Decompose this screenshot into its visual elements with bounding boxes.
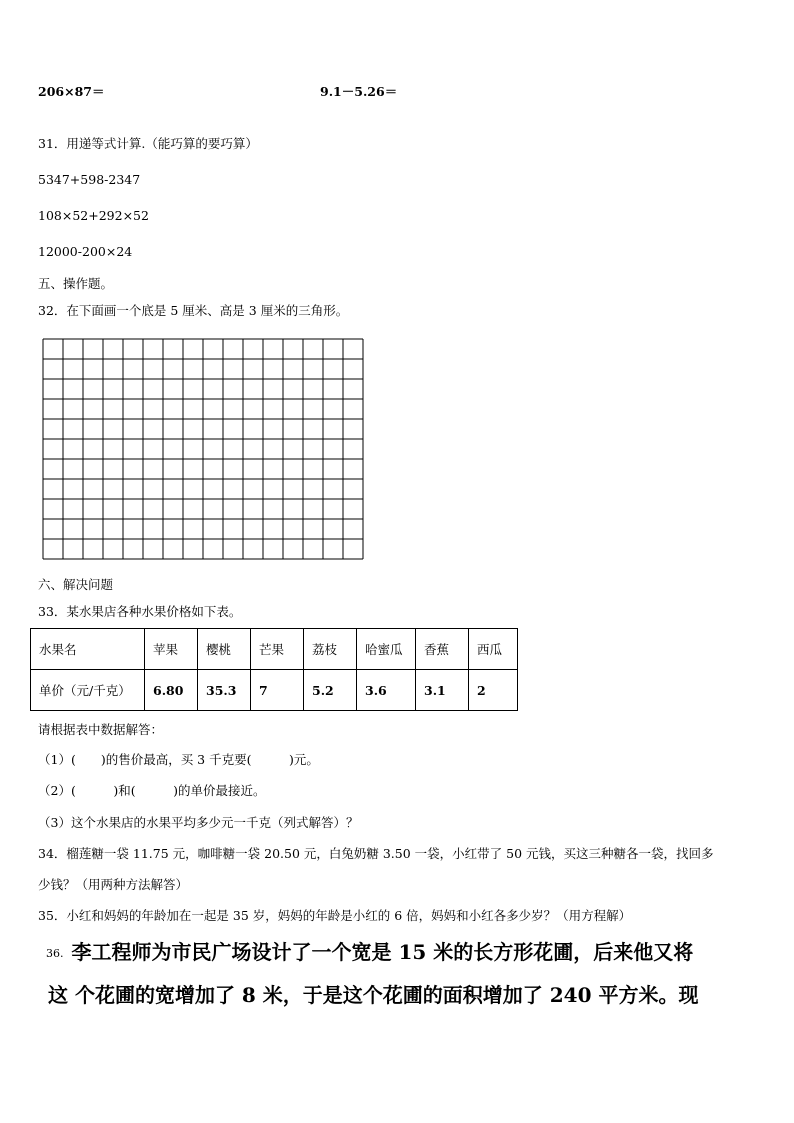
- drawing-grid[interactable]: [42, 338, 364, 560]
- q33-sub-1: （1）( )的售价最高，买 3 千克要( )元。: [38, 752, 319, 767]
- table-cell: 7: [251, 670, 304, 711]
- table-cell: 水果名: [31, 629, 145, 670]
- table-cell: 2: [469, 670, 518, 711]
- q36-line-1: [46, 940, 693, 966]
- calc-left: 206×87＝: [38, 84, 105, 99]
- q31-item-3: 12000-200×24: [38, 244, 133, 259]
- table-cell: 6.80: [145, 670, 198, 711]
- q34-line-2: 少钱？（用两种方法解答）: [38, 877, 189, 892]
- q31-title: 31．用递等式计算.（能巧算的要巧算）: [38, 136, 258, 151]
- table-cell: 3.6: [357, 670, 416, 711]
- calc-right: 9.1－5.26＝: [320, 84, 398, 99]
- table-cell: 5.2: [304, 670, 357, 711]
- table-cell: 荔枝: [304, 629, 357, 670]
- q33-prompt: 请根据表中数据解答：: [38, 722, 164, 737]
- table-cell: 樱桃: [198, 629, 251, 670]
- table-cell: 香蕉: [416, 629, 469, 670]
- q35-text: 35．小红和妈妈的年龄加在一起是 35 岁，妈妈的年龄是小红的 6 倍，妈妈和小红各多少岁？（用方程解）: [38, 908, 632, 923]
- q36-line-2: 这 个花圃的宽增加了 8 米，于是这个花圃的面积增加了 240 平方米。现: [48, 983, 699, 1007]
- table-row: [31, 670, 518, 711]
- section-6-heading: 六、解决问题: [38, 577, 114, 592]
- q31-item-1: 5347+598-2347: [38, 172, 141, 187]
- q34-line-1: 34．榴莲糖一袋 11.75 元，咖啡糖一袋 20.50 元，白兔奶糖 3.50 一袋，小红带了 50 元钱，买这三种糖各一袋，找回多: [38, 846, 714, 861]
- q32-title: 32．在下面画一个底是 5 厘米、高是 3 厘米的三角形。: [38, 303, 349, 318]
- table-cell: 西瓜: [469, 629, 518, 670]
- table-cell: 单价（元/千克）: [31, 670, 145, 711]
- q33-sub-3: （3）这个水果店的水果平均多少元一千克（列式解答）？: [38, 815, 359, 830]
- table-cell: 35.3: [198, 670, 251, 711]
- q36-number: 36.: [46, 946, 64, 960]
- table-cell: 3.1: [416, 670, 469, 711]
- section-5-heading: 五、操作题。: [38, 276, 114, 291]
- table-row: [31, 629, 518, 670]
- table-cell: 苹果: [145, 629, 198, 670]
- table-cell: 哈蜜瓜: [357, 629, 416, 670]
- q33-sub-2: （2）( )和( )的单价最接近。: [38, 783, 266, 798]
- table-cell: 芒果: [251, 629, 304, 670]
- fruit-price-table: [30, 628, 518, 711]
- q33-title: 33．某水果店各种水果价格如下表。: [38, 604, 242, 619]
- q36-line-1-text: 李工程师为市民广场设计了一个宽是 15 米的长方形花圃，后来他又将: [71, 940, 694, 964]
- q31-item-2: 108×52+292×52: [38, 208, 149, 223]
